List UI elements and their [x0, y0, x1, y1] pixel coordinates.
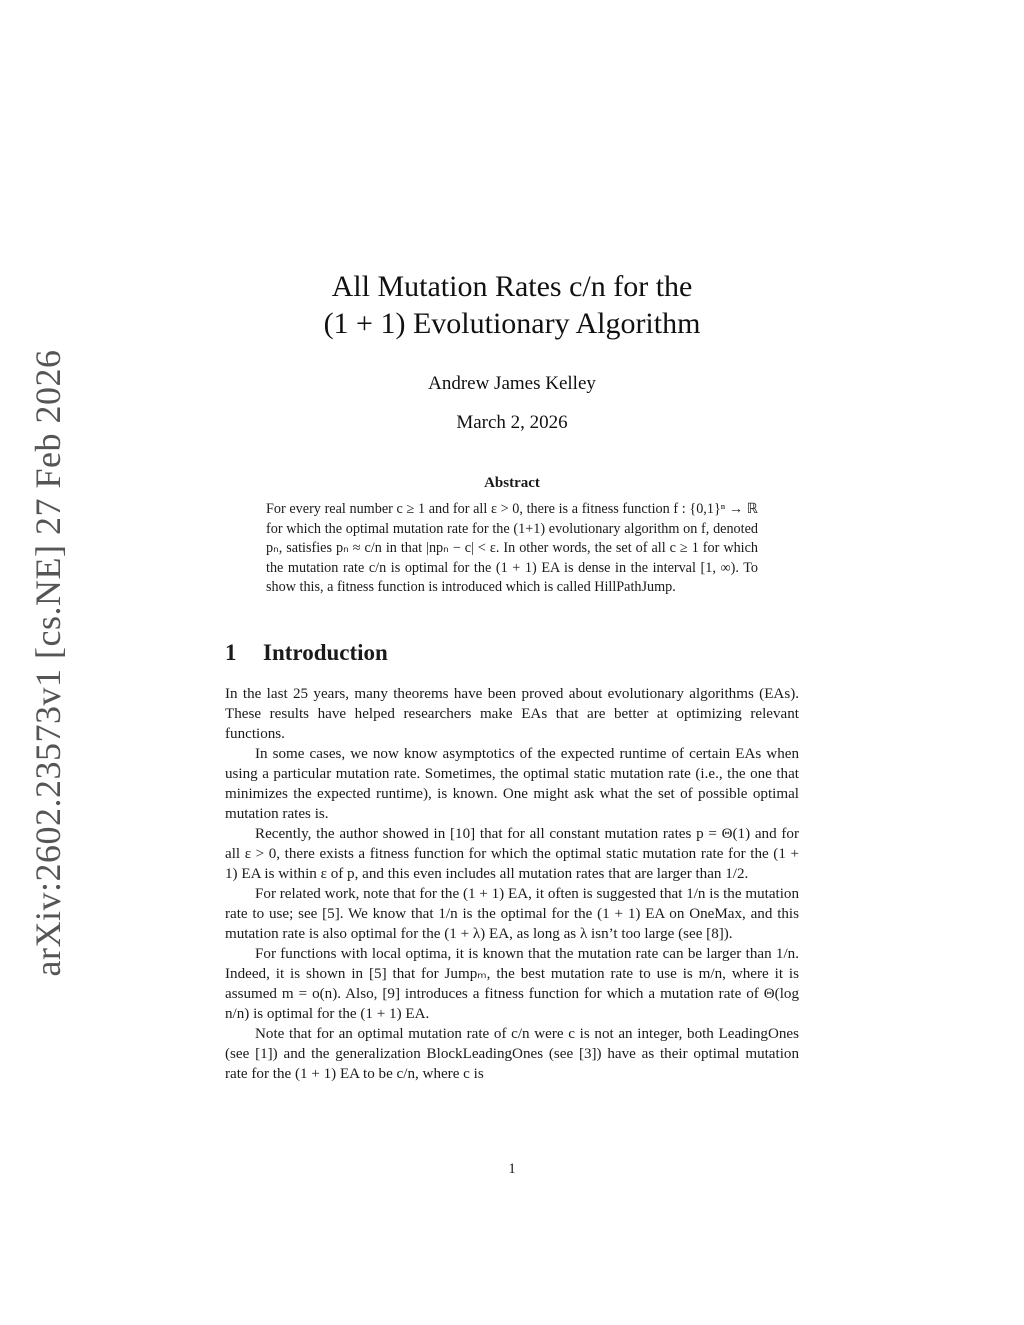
title-line-1: All Mutation Rates c/n for the	[331, 270, 693, 303]
paper-title	[222, 268, 802, 342]
paragraph: For functions with local optima, it is known that the mutation rate can be larger than 1/n. Indeed, it is shown in [5] that for Jumpₘ, the best mutation rate to use is m/n, where it is assumed m = o(n). Also, [9] introduces a fitness function for which a mutation rate of Θ(log n/n) is optimal for the (1 + 1) EA.	[225, 946, 799, 1022]
section-body	[225, 684, 799, 1084]
paragraph: Note that for an optimal mutation rate of c/n were c is not an integer, both LeadingOnes (see [1]) and the generalization BlockLeadingOnes (see [3]) have as their optimal mutation rate for the (1 + 1) EA to be c/n, where c is	[225, 1026, 799, 1082]
section-number: 1	[225, 640, 237, 665]
title-line-2: (1 + 1) Evolutionary Algorithm	[323, 307, 701, 340]
section-heading	[225, 640, 388, 666]
abstract-text: For every real number c ≥ 1 and for all ε > 0, there is a fitness function f : {0,1}ⁿ → ℝ for which the optimal mutation rate for the (1+1) evolutionary algorithm on f, denoted pₙ, satisfies pₙ ≈ c/n in that |npₙ − c| < ε. In other words, the set of all c ≥ 1 for which the mutation rate c/n is optimal for the (1 + 1) EA is dense in the interval [1, ∞). To show this, a fitness function is introduced which is called HillPathJump.	[266, 501, 758, 596]
paper-date: March 2, 2026	[456, 412, 568, 433]
section-title: Introduction	[263, 640, 388, 665]
paragraph: Recently, the author showed in [10] that for all constant mutation rates p = Θ(1) and for all ε > 0, there exists a fitness function for which the optimal static mutation rate for the (1 + 1) EA is within ε of p, and this even includes all mutation rates that are larger than 1/2.	[225, 826, 799, 882]
paragraph: For related work, note that for the (1 + 1) EA, it often is suggested that 1/n is the mutation rate to use; see [5]. We know that 1/n is the optimal for the (1 + 1) EA on OneMax, and this mutation rate is also optimal for the (1 + λ) EA, as long as λ isn’t too large (see [8]).	[225, 886, 799, 942]
abstract-heading: Abstract	[484, 475, 540, 491]
author-name: Andrew James Kelley	[428, 373, 596, 394]
paragraph: In the last 25 years, many theorems have been proved about evolutionary algorithms (EAs). These results have helped researchers make EAs that are better at optimizing relevant functions.	[225, 686, 799, 742]
arxiv-identifier-stamp	[23, 349, 73, 976]
page-number: 1	[508, 1161, 516, 1177]
arxiv-identifier-text: arXiv:2602.23573v1 [cs.NE] 27 Feb 2026	[28, 349, 68, 976]
paragraph: In some cases, we now know asymptotics of the expected runtime of certain EAs when using a particular mutation rate. Sometimes, the optimal static mutation rate (i.e., the one that minimizes the expected runtime), is known. One might ask what the set of possible optimal mutation rates is.	[225, 746, 799, 822]
